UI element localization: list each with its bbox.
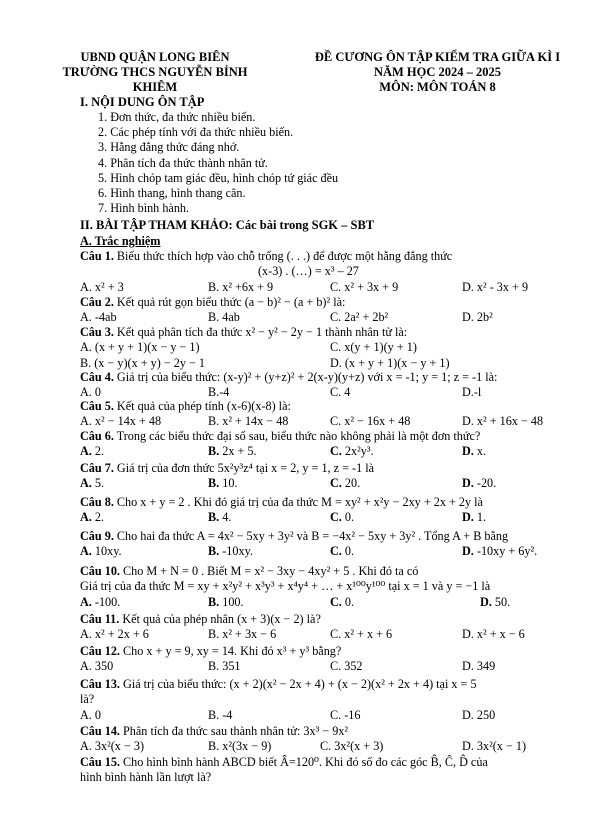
answer-option: C. -16 xyxy=(330,708,361,722)
content-item: 4. Phân tích đa thức thành nhân tử. xyxy=(98,155,268,170)
question-label: Câu 6. xyxy=(80,429,114,443)
content-item: 1. Đơn thức, đa thức nhiều biến. xyxy=(98,110,256,124)
answer-option: C. 0. xyxy=(330,544,355,558)
question-line xyxy=(80,399,291,414)
question-label: Câu 7. xyxy=(80,461,114,475)
question-line xyxy=(80,325,407,340)
school-year: NĂM HỌC 2024 – 2025 xyxy=(373,65,502,79)
answer-option: C. 0. xyxy=(330,595,355,609)
answer-option: C. 0. xyxy=(330,510,355,524)
answer-option: C. 20. xyxy=(330,476,361,490)
answer-option: C. 4 xyxy=(330,385,351,399)
answer-option: A. -4ab xyxy=(80,310,117,324)
question-line xyxy=(80,612,321,627)
question-text: Kết quả phân tích đa thức x² − y² − 2y − 1 thành nhân tử là: xyxy=(116,325,408,339)
question-label: Câu 9. xyxy=(80,529,114,543)
question-line xyxy=(80,429,480,444)
content-item: 5. Hình chóp tam giác đều, hình chóp tứ giác đều xyxy=(98,170,339,185)
answer-option: A. 2. xyxy=(80,510,105,524)
answer-option: A. x² + 2x + 6 xyxy=(80,627,149,641)
header-left xyxy=(50,50,260,95)
section-1-title: I. NỘI DUNG ÔN TẬP xyxy=(80,95,205,109)
answer-option: A. 2. xyxy=(80,444,105,458)
answer-option: D.-l xyxy=(462,385,482,399)
answer-option: A. 5. xyxy=(80,476,105,490)
answer-option: D. 349 xyxy=(462,659,496,673)
content-item: 6. Hình thang, hình thang cân. xyxy=(98,186,246,200)
question-label: Câu 10. xyxy=(80,564,120,578)
question-text-continued: hình bình hành lần lượt là? xyxy=(80,770,212,784)
answer-option: C. x² + x + 6 xyxy=(330,627,393,641)
answer-option: B. x² +6x + 9 xyxy=(208,280,274,294)
question-text: Giá trị của đơn thức 5x²y³z⁴ tại x = 2, y = 1, z = -1 là xyxy=(116,461,375,475)
answer-option: B. x²(3x − 9) xyxy=(208,739,272,753)
answer-option: D. x² + x − 6 xyxy=(462,627,525,641)
answer-option: D. (x + y + 1)(x − y + 1) xyxy=(330,355,450,370)
answer-option: C. 352 xyxy=(330,659,363,673)
question-line xyxy=(80,644,341,659)
question-line xyxy=(80,677,477,692)
question-text: Cho hai đa thức A = 4x² − 5xy + 3y² và B = −4x² − 5xy + 3y² . Tổng A + B bằng xyxy=(116,529,509,543)
answer-option: B. (x − y)(x + y) − 2y − 1 xyxy=(80,355,205,370)
answer-option: B. -4 xyxy=(208,708,233,722)
answer-option: B. x² + 3x − 6 xyxy=(208,627,277,641)
answer-option: B. 4ab xyxy=(208,310,240,324)
answer-option: D. 2b² xyxy=(462,310,493,324)
question-line xyxy=(80,529,508,544)
answer-option: B. x² + 14x − 48 xyxy=(208,414,289,428)
question-text: Cho hình bình hành ABCD biết Â=120⁰. Khi đó số đo các góc B̂, Ĉ, D̂ của xyxy=(123,755,488,769)
answer-option: B. 100. xyxy=(208,595,244,609)
question-label: Câu 2. xyxy=(80,295,114,309)
subject: MÔN: MÔN TOÁN 8 xyxy=(379,80,496,94)
answer-option: D. 1. xyxy=(462,510,487,524)
answer-option: A. -100. xyxy=(80,595,121,609)
answer-option: A. (x + y + 1)(x − y − 1) xyxy=(80,340,200,354)
answer-option: A. 3x²(x − 3) xyxy=(80,739,145,753)
document-title: ĐỀ CƯƠNG ÔN TẬP KIỂM TRA GIỮA KÌ I xyxy=(314,50,561,64)
section-2-title: II. BÀI TẬP THAM KHẢO: Các bài trong SGK – SBT xyxy=(80,218,375,232)
content-item: 2. Các phép tính với đa thức nhiều biến. xyxy=(98,125,294,140)
question-text-continued: (x-3) . (…) = x³ – 27 xyxy=(258,264,359,278)
question-label: Câu 11. xyxy=(80,612,120,626)
question-label: Câu 3. xyxy=(80,325,114,339)
answer-option: A. 350 xyxy=(80,659,114,673)
content-item: 3. Hằng đẳng thức đáng nhớ. xyxy=(98,140,240,155)
answer-option: D. x² + 16x − 48 xyxy=(462,414,544,428)
answer-option: B.-4 xyxy=(208,385,230,399)
question-label: Câu 12. xyxy=(80,644,120,658)
answer-option: C. 2x²y³. xyxy=(330,444,374,458)
answer-option: A. 0 xyxy=(80,385,101,399)
answer-option: A. 10xy. xyxy=(80,544,122,558)
school-name: TRƯỜNG THCS NGUYỄN BỈNH KHIÊM xyxy=(62,65,248,94)
answer-option: D. 3x²(x − 1) xyxy=(462,739,527,753)
answer-option: C. x² − 16x + 48 xyxy=(330,414,411,428)
answer-option: A. 0 xyxy=(80,708,101,722)
answer-option: B. -10xy. xyxy=(208,544,253,558)
question-label: Câu 8. xyxy=(80,495,114,509)
question-line xyxy=(80,461,374,476)
section-2-subtitle: A. Trắc nghiệm xyxy=(80,234,161,248)
answer-option: D. 50. xyxy=(480,595,511,609)
question-label: Câu 4. xyxy=(80,370,114,384)
question-label: Câu 5. xyxy=(80,399,114,413)
answer-option: D. -20. xyxy=(462,476,497,490)
question-text: Cho M + N = 0 . Biết M = x² − 3xy − 4xy² + 5 . Khi đó ta có xyxy=(123,564,419,578)
question-text: Kết quả của phép tính (x-6)(x-8) là: xyxy=(116,399,291,413)
answer-option: B. 2x + 5. xyxy=(208,444,257,458)
question-label: Câu 1. xyxy=(80,249,114,263)
header-right xyxy=(300,50,575,95)
question-line xyxy=(80,249,452,264)
answer-option: B. 10. xyxy=(208,476,238,490)
answer-option: D. x² - 3x + 9 xyxy=(462,280,529,294)
question-line xyxy=(80,370,497,385)
answer-option: A. x² + 3 xyxy=(80,280,124,294)
question-text-continued: là? xyxy=(80,692,95,706)
district-name: UBND QUẬN LONG BIÊN xyxy=(80,50,230,64)
answer-option: B. 351 xyxy=(208,659,241,673)
question-label: Câu 14. xyxy=(80,724,120,738)
question-line xyxy=(80,495,483,510)
question-text: Biểu thức thích hợp vào chỗ trống (. . .) để được một hằng đẳng thức xyxy=(116,249,453,263)
question-text: Trong các biểu thức đại số sau, biểu thức nào không phải là một đơn thức? xyxy=(116,429,481,443)
content-item: 7. Hình bình hành. xyxy=(98,201,190,216)
question-line xyxy=(80,295,345,310)
question-text: Kết quả rút gọn biểu thức (a − b)² − (a + b)² là: xyxy=(116,295,346,309)
question-text: Giá trị của biểu thức: (x + 2)(x² − 2x + 4) + (x − 2)(x² + 2x + 4) tại x = 5 xyxy=(123,677,477,691)
question-text: Kết quả của phép nhân (x + 3)(x − 2) là? xyxy=(122,612,321,626)
question-text: Cho x + y = 9, xy = 14. Khi đó x³ + y³ bằng? xyxy=(123,644,342,658)
answer-option: B. 4. xyxy=(208,510,232,524)
answer-option: D. 250 xyxy=(462,708,496,722)
answer-option: C. 3x²(x + 3) xyxy=(320,739,384,753)
question-text: Giá trị của biểu thức: (x-y)² + (y+z)² + 2(x-y)(y+z) với x = -1; y = 1; z = -1 là: xyxy=(116,370,498,384)
answer-option: A. x² − 14x + 48 xyxy=(80,414,162,428)
answer-option: C. x(y + 1)(y + 1) xyxy=(330,340,417,354)
answer-option: C. 2a² + 2b² xyxy=(330,310,389,324)
question-label: Câu 15. xyxy=(80,755,120,769)
answer-option: C. x² + 3x + 9 xyxy=(330,280,399,294)
question-text-continued: Giá trị của đa thức M = xy + x²y² + x³y³ + x⁴y⁴ + … + x¹⁰⁰y¹⁰⁰ tại x = 1 và y = −1 là xyxy=(80,579,491,593)
question-label: Câu 13. xyxy=(80,677,120,691)
question-line xyxy=(80,755,488,770)
answer-option: D. -10xy + 6y². xyxy=(462,544,538,558)
question-line xyxy=(80,564,418,579)
question-text: Cho x + y = 2 . Khi đó giá trị của đa thức M = xy² + x²y − 2xy + 2x + 2y là xyxy=(116,495,483,509)
question-line xyxy=(80,724,348,739)
answer-option: D. x. xyxy=(462,444,487,458)
question-text: Phân tích đa thức sau thành nhân tử: 3x³ − 9x² xyxy=(123,724,349,738)
